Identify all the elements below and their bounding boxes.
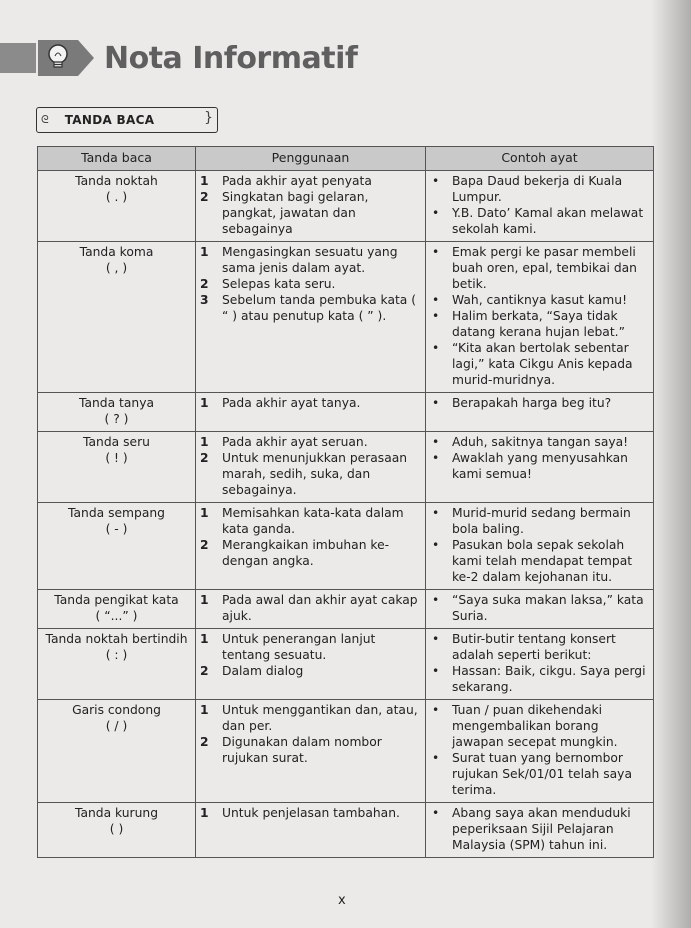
- usage-text: Untuk menunjukkan perasaan marah, sedih, suka, dan sebagainya.: [222, 451, 408, 497]
- usage-item: [200, 631, 421, 663]
- usage-number: 1: [200, 435, 209, 449]
- punctuation-cell: [38, 242, 196, 393]
- usage-cell: [196, 242, 426, 393]
- usage-number: 1: [200, 506, 209, 520]
- bullet-icon: •: [432, 703, 440, 717]
- example-item: [430, 395, 649, 411]
- section-header: [0, 38, 400, 78]
- usage-item: [200, 734, 421, 766]
- example-text: Aduh, sakitnya tangan saya!: [452, 435, 629, 449]
- usage-number: 1: [200, 806, 209, 820]
- usage-text: Pada akhir ayat seruan.: [222, 435, 368, 449]
- bullet-icon: •: [432, 174, 440, 188]
- bullet-icon: •: [432, 751, 440, 765]
- punctuation-cell: [38, 393, 196, 432]
- usage-text: Merangkaikan imbuhan ke-dengan angka.: [222, 538, 390, 568]
- bullet-icon: •: [432, 435, 440, 449]
- bullet-icon: •: [432, 451, 440, 465]
- bullet-icon: •: [432, 632, 440, 646]
- example-item: [430, 434, 649, 450]
- usage-item: [200, 702, 421, 734]
- example-text: Butir-butir tentang konsert adalah seperti berikut:: [452, 632, 616, 662]
- example-text: Halim berkata, “Saya tidak datang kerana hujan lebat.”: [452, 309, 625, 339]
- usage-text: Selepas kata seru.: [222, 277, 336, 291]
- punctuation-cell: [38, 700, 196, 803]
- usage-text: Untuk penjelasan tambahan.: [222, 806, 400, 820]
- bullet-icon: •: [432, 506, 440, 520]
- example-cell: [426, 590, 654, 629]
- punctuation-cell: [38, 803, 196, 858]
- section-tag-label: TANDA BACA: [64, 113, 155, 127]
- example-text: Pasukan bola sepak sekolah kami telah mendapat tempat ke-2 dalam kejohanan itu.: [452, 538, 633, 584]
- usage-item: [200, 663, 421, 679]
- column-header: Penggunaan: [196, 147, 426, 171]
- lightbulb-icon: [38, 40, 78, 76]
- usage-number: 1: [200, 703, 209, 717]
- punctuation-name: Garis condong: [72, 703, 161, 717]
- usage-number: 2: [200, 277, 209, 291]
- table-row: [38, 393, 654, 432]
- table-row: [38, 803, 654, 858]
- usage-text: Pada akhir ayat penyata: [222, 174, 372, 188]
- usage-text: Untuk penerangan lanjut tentang sesuatu.: [222, 632, 376, 662]
- usage-item: [200, 173, 421, 189]
- table-header-row: [38, 147, 654, 171]
- example-text: Tuan / puan dikehendaki mengembalikan borang jawapan secepat mungkin.: [452, 703, 618, 749]
- usage-text: Sebelum tanda pembuka kata ( “ ) atau penutup kata ( ” ).: [222, 293, 417, 323]
- punctuation-name: Tanda seru: [83, 435, 150, 449]
- punctuation-symbol: ( - ): [105, 522, 128, 536]
- usage-number: 2: [200, 538, 209, 552]
- usage-cell: [196, 503, 426, 590]
- example-cell: [426, 393, 654, 432]
- bullet-icon: •: [432, 206, 440, 220]
- usage-item: [200, 434, 421, 450]
- example-text: Hassan: Baik, cikgu. Saya pergi sekarang.: [452, 664, 646, 694]
- usage-list: [200, 244, 421, 324]
- page-edge-shadow: [651, 0, 691, 928]
- usage-text: Mengasingkan sesuatu yang sama jenis dalam ayat.: [222, 245, 398, 275]
- usage-number: 1: [200, 245, 209, 259]
- punctuation-symbol: ( : ): [105, 648, 128, 662]
- example-list: [430, 395, 649, 411]
- punctuation-name: Tanda pengikat kata: [54, 593, 179, 607]
- example-item: [430, 505, 649, 537]
- punctuation-name: Tanda koma: [79, 245, 154, 259]
- punctuation-name: Tanda kurung: [74, 806, 159, 820]
- usage-item: [200, 276, 421, 292]
- usage-number: 2: [200, 451, 209, 465]
- example-text: Surat tuan yang bernombor rujukan Sek/01/01 telah saya terima.: [452, 751, 632, 797]
- tag-swirl-icon: ᘓ: [41, 113, 49, 126]
- example-item: [430, 173, 649, 205]
- usage-text: Dalam dialog: [222, 664, 304, 678]
- usage-list: [200, 505, 421, 569]
- example-item: [430, 450, 649, 482]
- punctuation-symbol: ( . ): [105, 190, 128, 204]
- usage-list: [200, 434, 421, 498]
- example-item: [430, 244, 649, 292]
- punctuation-name: Tanda noktah: [75, 174, 158, 188]
- example-item: [430, 308, 649, 340]
- usage-cell: [196, 432, 426, 503]
- usage-item: [200, 537, 421, 569]
- example-item: [430, 805, 649, 853]
- example-list: [430, 244, 649, 388]
- example-item: [430, 663, 649, 695]
- example-item: [430, 292, 649, 308]
- punctuation-table: [37, 146, 654, 858]
- usage-item: [200, 292, 421, 324]
- punctuation-name: Tanda tanya: [78, 396, 155, 410]
- punctuation-cell: [38, 503, 196, 590]
- usage-list: [200, 173, 421, 237]
- example-cell: [426, 242, 654, 393]
- header-bar: [0, 43, 36, 73]
- section-tag: [36, 107, 218, 133]
- example-list: [430, 434, 649, 482]
- column-header: Tanda baca: [38, 147, 196, 171]
- example-item: [430, 205, 649, 237]
- example-cell: [426, 629, 654, 700]
- example-item: [430, 537, 649, 585]
- example-list: [430, 173, 649, 237]
- usage-item: [200, 592, 421, 624]
- example-text: Bapa Daud bekerja di Kuala Lumpur.: [452, 174, 623, 204]
- punctuation-name: Tanda noktah bertindih: [45, 632, 188, 646]
- table-row: [38, 700, 654, 803]
- table-row: [38, 503, 654, 590]
- usage-number: 1: [200, 396, 209, 410]
- bullet-icon: •: [432, 664, 440, 678]
- table-row: [38, 432, 654, 503]
- example-text: Berapakah harga beg itu?: [452, 396, 612, 410]
- tag-brace-icon: }: [204, 110, 213, 126]
- punctuation-cell: [38, 171, 196, 242]
- usage-text: Pada akhir ayat tanya.: [222, 396, 361, 410]
- punctuation-cell: [38, 590, 196, 629]
- column-header: Contoh ayat: [426, 147, 654, 171]
- usage-cell: [196, 803, 426, 858]
- table-row: [38, 171, 654, 242]
- usage-cell: [196, 393, 426, 432]
- usage-item: [200, 244, 421, 276]
- table-body: [38, 171, 654, 858]
- usage-number: 1: [200, 632, 209, 646]
- bullet-icon: •: [432, 341, 440, 355]
- example-item: [430, 631, 649, 663]
- usage-cell: [196, 629, 426, 700]
- usage-list: [200, 592, 421, 624]
- example-text: Emak pergi ke pasar membeli buah oren, epal, tembikai dan betik.: [452, 245, 637, 291]
- example-list: [430, 702, 649, 798]
- usage-cell: [196, 700, 426, 803]
- punctuation-symbol: ( / ): [105, 719, 128, 733]
- example-cell: [426, 700, 654, 803]
- punctuation-symbol: ( , ): [105, 261, 128, 275]
- example-item: [430, 702, 649, 750]
- example-cell: [426, 171, 654, 242]
- example-list: [430, 505, 649, 585]
- example-cell: [426, 432, 654, 503]
- usage-number: 3: [200, 293, 209, 307]
- usage-number: 1: [200, 593, 209, 607]
- page-number: x: [338, 893, 346, 908]
- usage-list: [200, 805, 421, 821]
- usage-number: 2: [200, 190, 209, 204]
- usage-item: [200, 505, 421, 537]
- punctuation-symbol: ( “...” ): [95, 609, 138, 623]
- usage-number: 2: [200, 664, 209, 678]
- example-list: [430, 631, 649, 695]
- punctuation-name: Tanda sempang: [68, 506, 165, 520]
- example-item: [430, 340, 649, 388]
- usage-list: [200, 395, 421, 411]
- example-text: Awaklah yang menyusahkan kami semua!: [452, 451, 628, 481]
- bullet-icon: •: [432, 593, 440, 607]
- bullet-icon: •: [432, 538, 440, 552]
- usage-text: Untuk menggantikan dan, atau, dan per.: [222, 703, 418, 733]
- usage-list: [200, 631, 421, 679]
- example-list: [430, 805, 649, 853]
- usage-text: Singkatan bagi gelaran, pangkat, jawatan dan sebagainya: [222, 190, 369, 236]
- bullet-icon: •: [432, 396, 440, 410]
- example-text: Wah, cantiknya kasut kamu!: [452, 293, 627, 307]
- usage-list: [200, 702, 421, 766]
- punctuation-cell: [38, 432, 196, 503]
- usage-cell: [196, 171, 426, 242]
- table-row: [38, 629, 654, 700]
- usage-item: [200, 450, 421, 498]
- header-arrow: [78, 40, 94, 76]
- table-row: [38, 242, 654, 393]
- example-cell: [426, 503, 654, 590]
- bullet-icon: •: [432, 245, 440, 259]
- usage-text: Memisahkan kata-kata dalam kata ganda.: [222, 506, 404, 536]
- punctuation-cell: [38, 629, 196, 700]
- example-item: [430, 750, 649, 798]
- example-text: “Kita akan bertolak sebentar lagi,” kata Cikgu Anis kepada murid-muridnya.: [452, 341, 633, 387]
- example-cell: [426, 803, 654, 858]
- usage-text: Digunakan dalam nombor rujukan surat.: [222, 735, 382, 765]
- punctuation-symbol: ( ! ): [105, 451, 128, 465]
- example-list: [430, 592, 649, 624]
- usage-item: [200, 805, 421, 821]
- bullet-icon: •: [432, 806, 440, 820]
- example-text: Abang saya akan menduduki peperiksaan Sijil Pelajaran Malaysia (SPM) tahun ini.: [452, 806, 631, 852]
- usage-item: [200, 395, 421, 411]
- page-title: Nota Informatif: [104, 40, 358, 76]
- example-text: Y.B. Dato’ Kamal akan melawat sekolah kami.: [452, 206, 644, 236]
- example-text: “Saya suka makan laksa,” kata Suria.: [452, 593, 644, 623]
- example-text: Murid-murid sedang bermain bola baling.: [452, 506, 631, 536]
- usage-cell: [196, 590, 426, 629]
- usage-item: [200, 189, 421, 237]
- usage-number: 2: [200, 735, 209, 749]
- usage-number: 1: [200, 174, 209, 188]
- punctuation-symbol: ( ? ): [104, 412, 129, 426]
- punctuation-symbol: ( ): [109, 822, 124, 836]
- bullet-icon: •: [432, 293, 440, 307]
- table-row: [38, 590, 654, 629]
- bullet-icon: •: [432, 309, 440, 323]
- usage-text: Pada awal dan akhir ayat cakap ajuk.: [222, 593, 418, 623]
- example-item: [430, 592, 649, 624]
